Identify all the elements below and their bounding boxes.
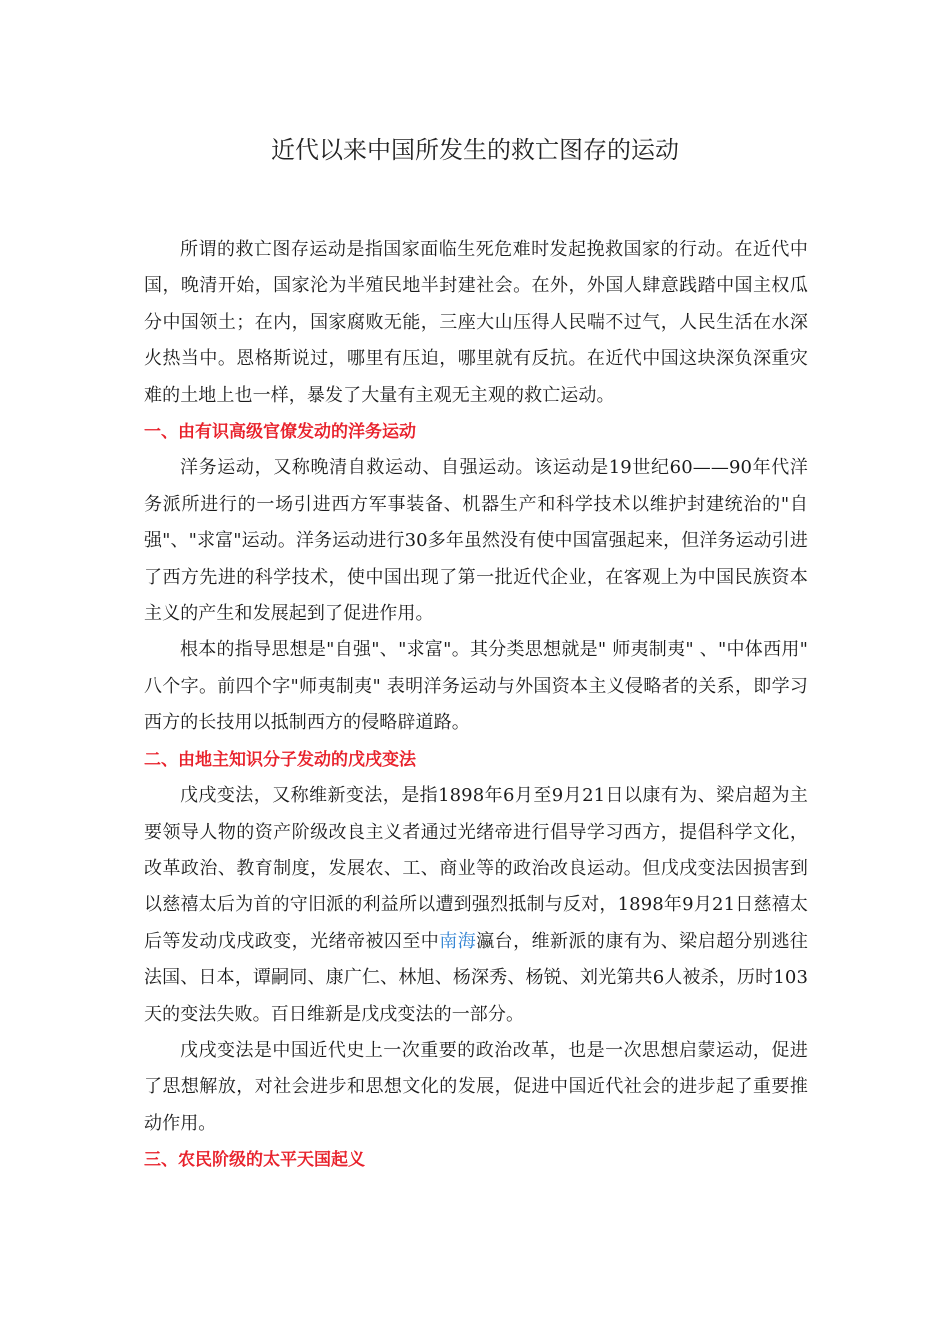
- section-2-paragraph-1-text-b: 瀛台，维新派的康有为、梁启超分别逃往法国、日本，谭嗣同、康广仁、林旭、杨深秀、杨锐、刘光第共6人被杀，历时103天的变法失败。百日维新是戊戌变法的一部分。: [144, 930, 808, 1025]
- section-2-paragraph-2: 戊戌变法是中国近代史上一次重要的政治改革，也是一次思想启蒙运动，促进了思想解放，对社会进步和思想文化的发展，促进中国近代社会的进步起了重要推动作用。: [144, 1039, 808, 1134]
- section-heading-2: 二、由地主知识分子发动的戊戌变法: [144, 749, 416, 770]
- section-1-paragraph-1: 洋务运动，又称晚清自救运动、自强运动。该运动是19世纪60——90年代洋务派所进行的一场引进西方军事装备、机器生产和科学技术以维护封建统治的"自强"、"求富"运动。洋务运动进行30多年虽然没有使中国富强起来，但洋务运动引进了西方先进的科学技术，使中国出现了第一批近代企业，在客观上为中国民族资本主义的产生和发展起到了促进作用。: [144, 457, 808, 625]
- section-heading-1: 一、由有识高级官僚发动的洋务运动: [144, 422, 416, 443]
- document-body: [144, 232, 808, 1179]
- nanhai-link[interactable]: 南海: [439, 930, 477, 952]
- section-2-paragraph-1: [144, 778, 808, 1033]
- section-heading-3: 三、农民阶级的太平天国起义: [144, 1150, 365, 1171]
- section-1-paragraph-2: 根本的指导思想是"自强"、"求富"。其分类思想就是" 师夷制夷" 、"中体西用" 八个字。前四个字"师夷制夷" 表明洋务运动与外国资本主义侵略者的关系，即学习西方的长技用以抵制西方的侵略辟道路。: [144, 639, 808, 734]
- section-2-paragraph-1-text-a: 戊戌变法，又称维新变法，是指1898年6月至9月21日以康有为、梁启超为主要领导人物的资产阶级改良主义者通过光绪帝进行倡导学习西方，提倡科学文化，改革政治、教育制度，发展农、工、商业等的政治改良运动。但戊戌变法因损害到以慈禧太后为首的守旧派的利益所以遭到强烈抵制与反对，1898年9月21日慈禧太后等发动戊戌政变，光绪帝被囚至中: [144, 785, 808, 952]
- intro-paragraph: 所谓的救亡图存运动是指国家面临生死危难时发起挽救国家的行动。在近代中国，晚清开始，国家沦为半殖民地半封建社会。在外，外国人肆意践踏中国主权瓜分中国领土；在内，国家腐败无能，三座大山压得人民喘不过气，人民生活在水深火热当中。恩格斯说过，哪里有压迫，哪里就有反抗。在近代中国这块深负深重灾难的土地上也一样，暴发了大量有主观无主观的救亡运动。: [144, 239, 808, 406]
- page-title: 近代以来中国所发生的救亡图存的运动: [271, 136, 679, 164]
